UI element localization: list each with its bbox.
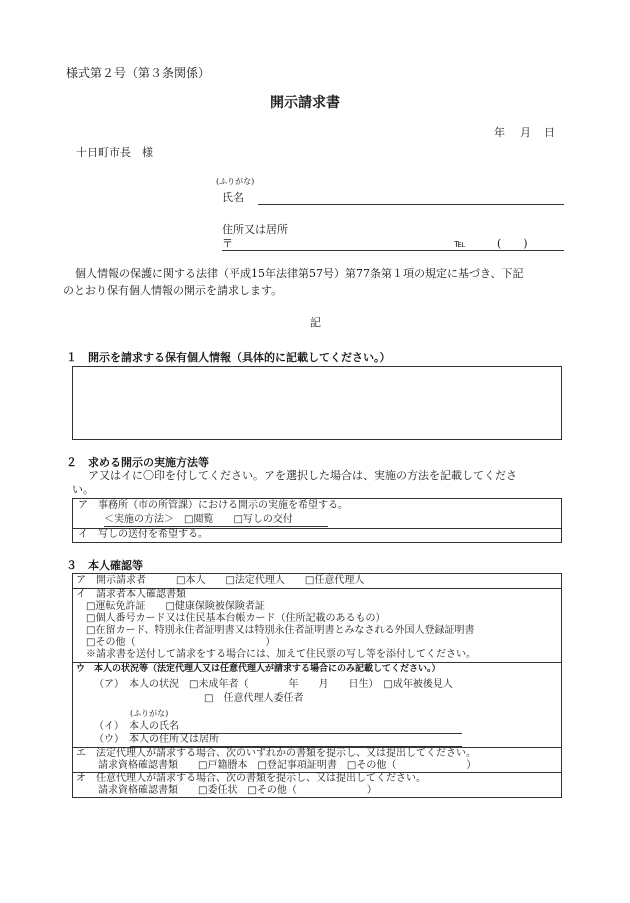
date-day: 日: [544, 126, 555, 139]
principal-status-delegator[interactable]: □ 任意代理人委任者: [204, 693, 304, 704]
option-i-text[interactable]: イ 写しの送付を希望する。: [78, 529, 208, 540]
ki-label: 記: [310, 316, 321, 329]
furigana-label: (ふりがな): [216, 177, 255, 186]
section3-heading: ３ 本人確認等: [66, 559, 143, 572]
form-number: 様式第２号（第３条関係）: [66, 66, 211, 80]
option-a-text[interactable]: ア 事務所（市の所管課）における開示の実施を希望する。: [78, 500, 348, 511]
tel-label: ℡: [454, 237, 466, 250]
voluntary-agent-docs[interactable]: 請求資格確認書類 □委任状 □その他（ ）: [98, 785, 377, 796]
addressee: 十日町市長 様: [76, 146, 153, 159]
id-doc-option-1[interactable]: □運転免許証 □健康保険被保険者証: [86, 601, 265, 612]
id-doc-note: ※請求書を送付して請求をする場合には、加えて住民票の写し等を添付してください。: [86, 649, 476, 660]
id-docs-title: イ 請求者本人確認書類: [76, 589, 186, 600]
legal-agent-instruction: エ 法定代理人が請求する場合、次のいずれかの書類を提示し、又は提出してください。: [76, 748, 476, 759]
section1-heading: １ 開示を請求する保有個人情報（具体的に記載してください。）: [66, 351, 391, 364]
section2-note-1: ア又はイに〇印を付してください。アを選択した場合は、実施の方法を記載してくださ: [88, 469, 517, 482]
principal-address-label: （ウ） 本人の住所又は居所: [94, 734, 219, 745]
requester-type-row[interactable]: ア 開示請求者 □本人 □法定代理人 □任意代理人: [76, 575, 365, 586]
id-doc-option-2[interactable]: □個人番号カード又は住民基本台帳カード（住所記載のあるもの）: [86, 613, 386, 624]
intro-line-2: のとおり保有個人情報の開示を請求します。: [63, 284, 283, 297]
postal-mark: 〒: [222, 237, 233, 250]
address-field-line[interactable]: [222, 250, 564, 251]
intro-line-1: 個人情報の保護に関する法律（平成15年法律第57号）第77条第１項の規定に基づき、下記: [75, 267, 524, 280]
method-choices[interactable]: ＜実施の方法＞ □閲覧 □写しの交付: [104, 514, 328, 527]
principal-furigana: (ふりがな): [130, 709, 169, 718]
address-label: 住所又は居所: [222, 223, 288, 236]
name-label: 氏名: [222, 191, 244, 204]
principal-status-title: ウ 本人の状況等（法定代理人又は任意代理人が請求する場合にのみ記載してください。）: [76, 664, 441, 674]
tel-paren: ( ): [497, 237, 528, 250]
date-year: 年: [494, 126, 505, 139]
id-doc-option-other[interactable]: □その他（ ）: [86, 637, 276, 648]
section1-input-box[interactable]: [72, 366, 562, 440]
voluntary-agent-instruction: オ 任意代理人が請求する場合、次の書類を提示し、又は提出してください。: [76, 773, 426, 784]
section2-heading: ２ 求める開示の実施方法等: [66, 456, 209, 469]
name-field-line[interactable]: [258, 204, 564, 205]
section3-divider-i: [72, 662, 562, 663]
date-month: 月: [520, 126, 531, 139]
section2-note-2: い。: [72, 483, 94, 496]
id-doc-option-3[interactable]: □在留カード、特別永住者証明書又は特別永住者証明書とみなされる外国人登録証明書: [86, 625, 475, 636]
principal-status-options[interactable]: （ア） 本人の状況 □未成年者（ 年 月 日生） □成年被後見人: [94, 679, 453, 690]
legal-agent-docs[interactable]: 請求資格確認書類 □戸籍謄本 □登記事項証明書 □その他（ ）: [98, 760, 477, 771]
page-title: 開示請求書: [270, 95, 340, 111]
principal-name-label: （イ） 本人の氏名: [94, 721, 179, 732]
